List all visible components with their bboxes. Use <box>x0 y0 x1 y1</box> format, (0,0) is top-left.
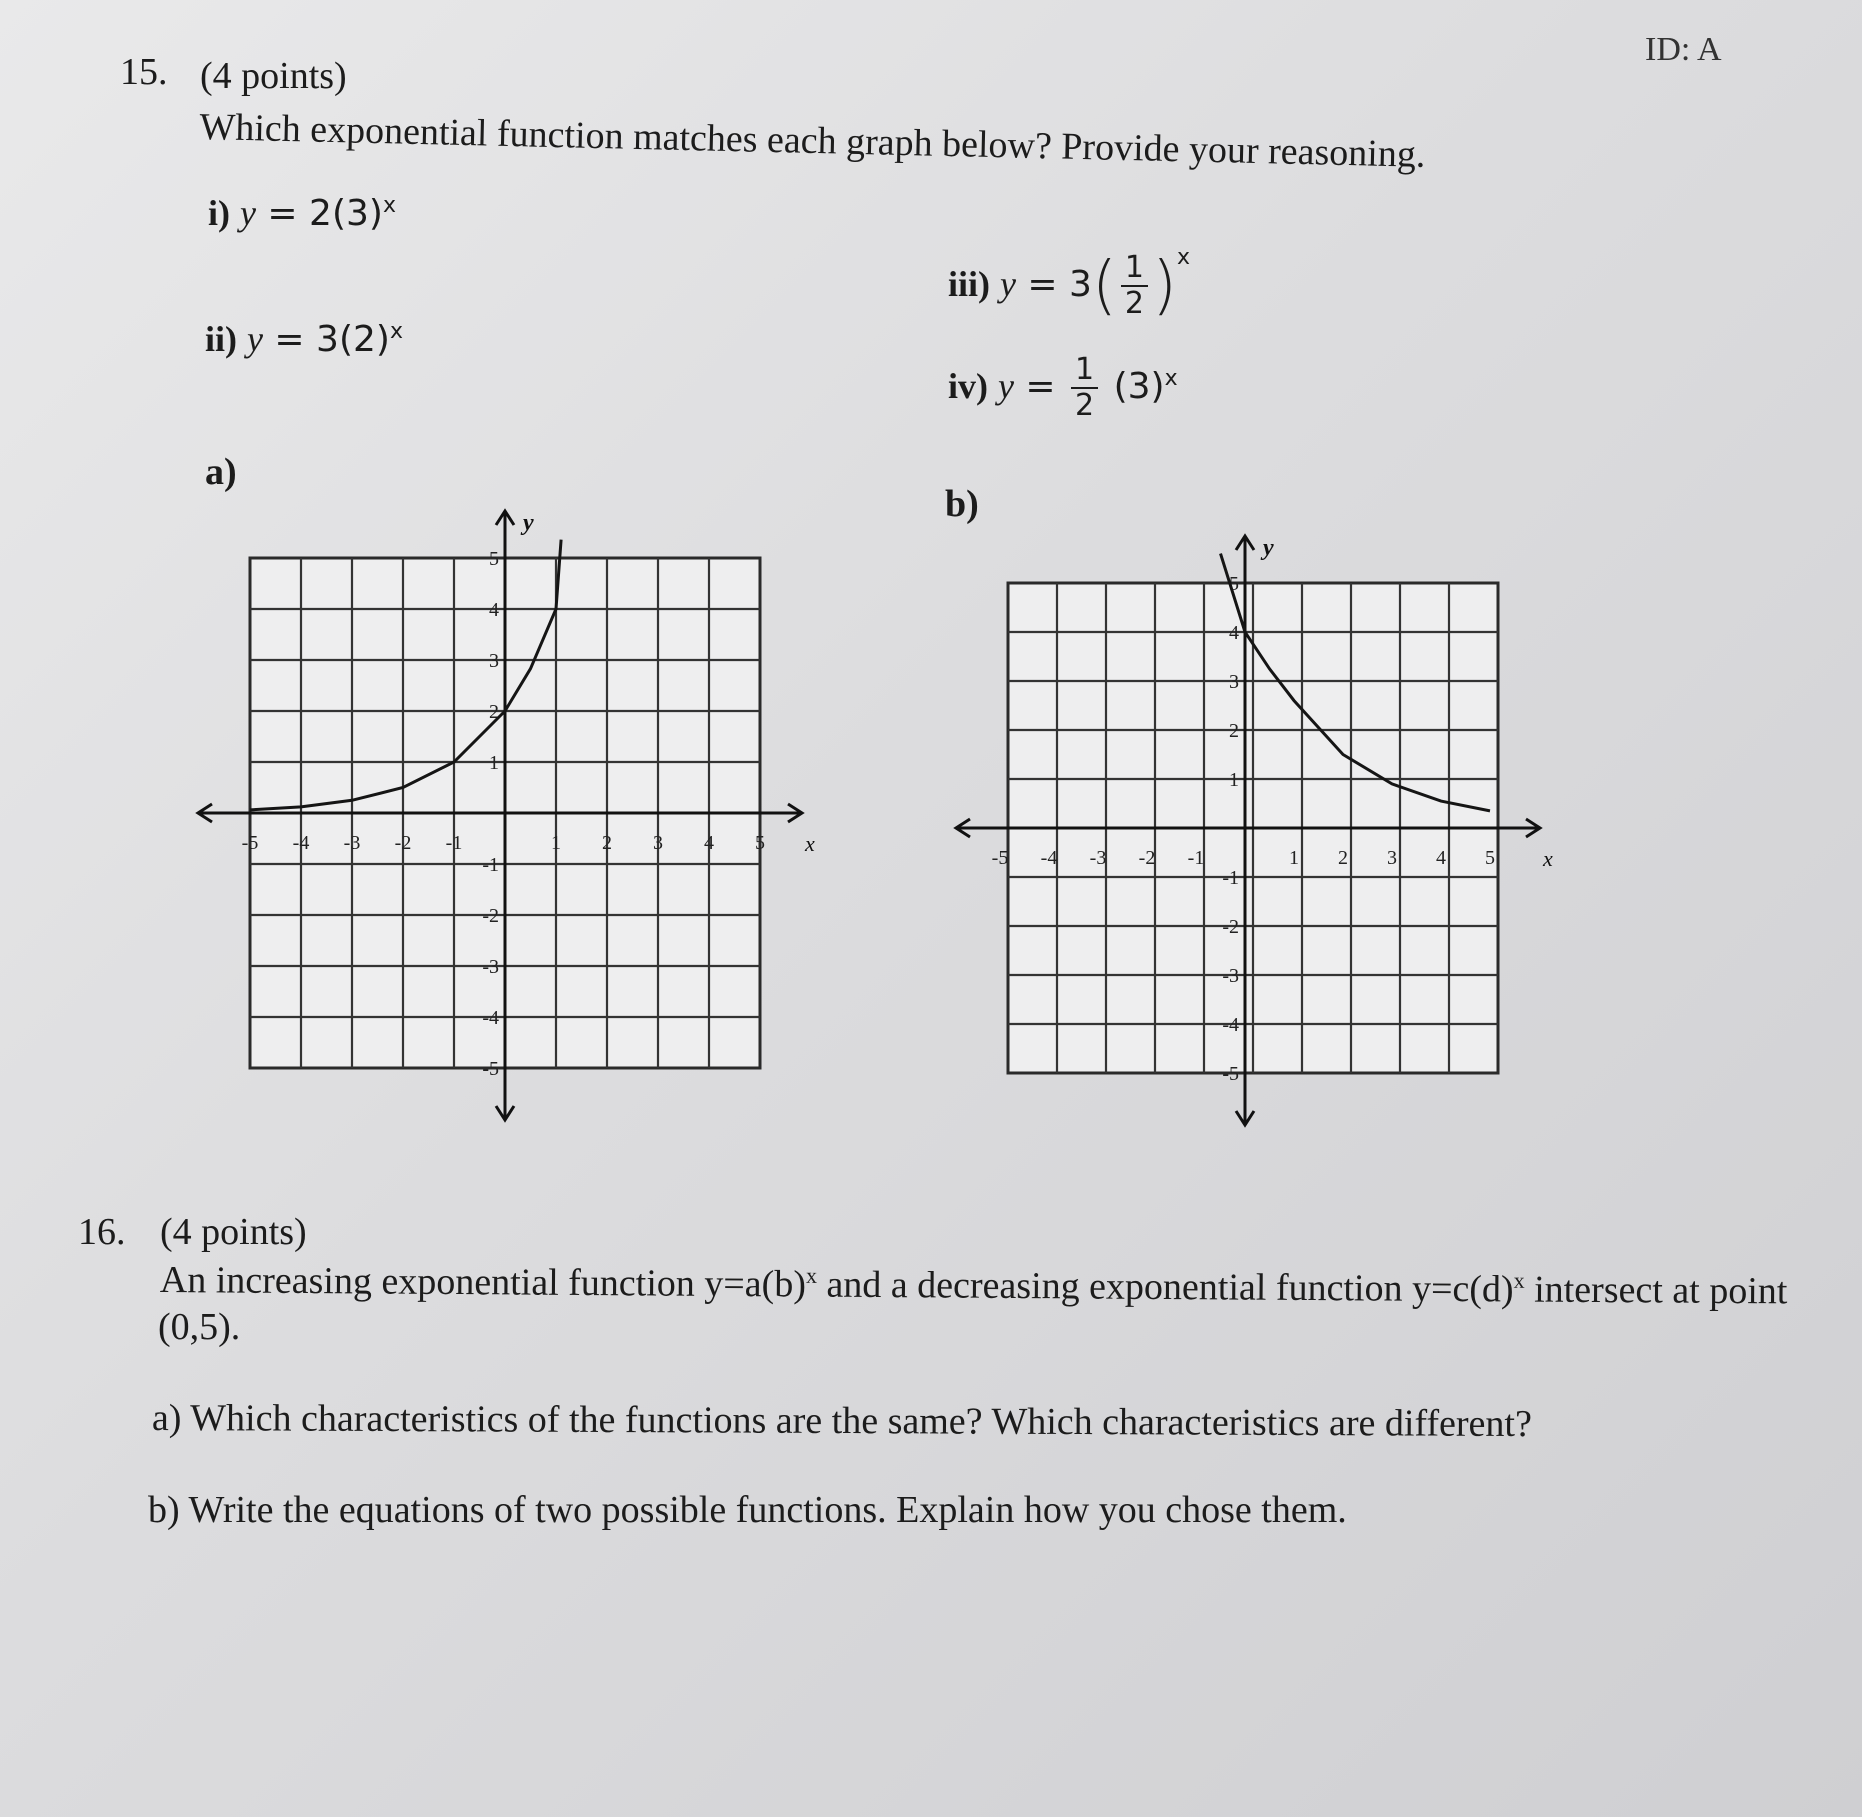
q16-exp1: x <box>805 1262 818 1288</box>
graph-a-xtick-label: -2 <box>394 832 412 854</box>
option-iii-exp: x <box>1176 245 1191 270</box>
graph-a-ytick-label: -4 <box>482 1007 499 1029</box>
graph-b-xtick-label: -5 <box>991 847 1009 869</box>
option-iii-num: 1 <box>1121 253 1148 287</box>
graph-a-xtick-label: 3 <box>653 832 663 854</box>
graph-b-ylabel: y <box>1263 535 1274 561</box>
graph-b-xtick-label: 4 <box>1436 847 1446 869</box>
option-iii <box>948 245 1191 323</box>
graph-b-ytick-label: -1 <box>1222 867 1239 889</box>
option-iv <box>948 352 1178 423</box>
graph-a-ytick-label: -1 <box>482 854 499 876</box>
option-iv-label: iv) <box>948 366 988 406</box>
graph-b-xtick-label: 1 <box>1289 847 1299 869</box>
option-iii-fraction <box>1121 250 1148 321</box>
graph-b-xtick-label: -4 <box>1040 847 1058 869</box>
graph-b-xtick-label: 5 <box>1485 847 1495 869</box>
q16-text-end: intersect at point <box>1524 1268 1788 1313</box>
graph-b-xtick-label: -1 <box>1187 847 1205 869</box>
option-i-exp: x <box>382 193 396 218</box>
option-iv-fraction <box>1071 352 1098 423</box>
graph-a-ytick-label: 5 <box>489 548 499 570</box>
graph-b-ytick-label: 1 <box>1229 769 1239 791</box>
graph-b-xtick-label: 2 <box>1338 847 1348 869</box>
graph-b-label: b) <box>945 483 979 525</box>
option-iii-lhs: y <box>1000 264 1016 304</box>
graph-a-xtick-label: -5 <box>241 832 259 854</box>
q16-part-a: a) Which characteristics of the functions are the same? Which characteristics are different? <box>151 1397 1532 1446</box>
q16-text-start: An increasing exponential function y=a(b) <box>159 1259 807 1306</box>
q16-text-line1 <box>160 1258 1788 1315</box>
graph-b-ytick-label: 2 <box>1229 720 1239 742</box>
q15-number: 15. <box>120 51 168 93</box>
graph-b-ytick-label: 5 <box>1229 573 1239 595</box>
graph-a-ytick-label: -2 <box>482 905 499 927</box>
graph-b-xlabel: x <box>1543 846 1553 871</box>
graph-a-ytick-label: -5 <box>482 1058 499 1080</box>
q16-exp2: x <box>1513 1267 1525 1293</box>
option-ii-label: ii) <box>205 319 237 359</box>
option-ii-lhs: y <box>247 319 263 359</box>
graph-b-ytick-label: 4 <box>1229 622 1239 644</box>
graph-b-ytick-label: -5 <box>1222 1063 1239 1085</box>
graph-b-ytick-label: 3 <box>1229 671 1239 693</box>
graph-b-xtick-label: -2 <box>1138 847 1156 869</box>
right-paren: ) <box>1152 249 1177 323</box>
option-i-eq: = 2(3) <box>255 193 383 234</box>
graph-a-xlabel: x <box>805 831 815 856</box>
graph-b-ytick-label: -3 <box>1222 965 1239 987</box>
graph-a-ytick-label: 4 <box>489 599 499 621</box>
graph-b <box>940 525 1580 1175</box>
graph-a-xtick-label: -4 <box>292 832 310 854</box>
q16-points: (4 points) <box>160 1211 307 1253</box>
graph-a-xtick-label: -1 <box>445 832 463 854</box>
option-ii-eq: = 3(2) <box>262 319 390 360</box>
graph-a-ytick-label: 2 <box>489 701 499 723</box>
option-iv-den: 2 <box>1075 388 1095 423</box>
graph-a-label: a) <box>205 451 237 493</box>
q15-points: (4 points) <box>200 55 347 97</box>
graph-b-ytick-label: -2 <box>1222 916 1239 938</box>
graph-a-xtick-label: 5 <box>755 832 765 854</box>
q16-text-mid: and a decreasing exponential function y=c(d) <box>816 1263 1514 1311</box>
q16-part-b: b) Write the equations of two possible functions. Explain how you chose them. <box>148 1489 1347 1531</box>
option-iii-label: iii) <box>948 264 990 304</box>
graph-a-xtick-label: 2 <box>602 832 612 854</box>
id-label: ID: A <box>1645 31 1722 68</box>
graph-a-ytick-label: 1 <box>489 752 499 774</box>
option-i <box>208 192 396 234</box>
option-iv-eqpre: = <box>1013 366 1068 407</box>
graph-b-ytick-label: -4 <box>1222 1014 1239 1036</box>
option-ii-exp: x <box>389 319 403 344</box>
option-i-lhs: y <box>240 193 256 233</box>
q16-text-line2: (0,5). <box>158 1306 241 1348</box>
option-iii-den: 2 <box>1124 286 1145 321</box>
graph-a-xtick-label: -3 <box>343 832 361 854</box>
graph-a <box>190 500 860 1150</box>
option-iii-coef: = 3 <box>1015 264 1092 305</box>
option-ii <box>205 318 403 360</box>
graph-a-ytick-label: 3 <box>489 650 499 672</box>
left-paren: ( <box>1091 249 1117 323</box>
graph-a-xtick-label: 1 <box>551 832 561 854</box>
graph-a-ylabel: y <box>523 510 534 536</box>
graph-a-xtick-label: 4 <box>704 832 714 854</box>
graph-a-ytick-label: -3 <box>482 956 499 978</box>
q16-number: 16. <box>78 1211 126 1253</box>
option-iv-num: 1 <box>1071 355 1098 389</box>
option-iv-lhs: y <box>998 366 1014 406</box>
option-iv-exp: x <box>1164 366 1178 391</box>
graph-b-xtick-label: 3 <box>1387 847 1397 869</box>
option-iv-tail: (3) <box>1102 366 1165 407</box>
option-i-label: i) <box>208 193 230 233</box>
q15-prompt: Which exponential function matches each graph below? Provide your reasoning. <box>199 105 1426 176</box>
graph-b-xtick-label: -3 <box>1089 847 1107 869</box>
